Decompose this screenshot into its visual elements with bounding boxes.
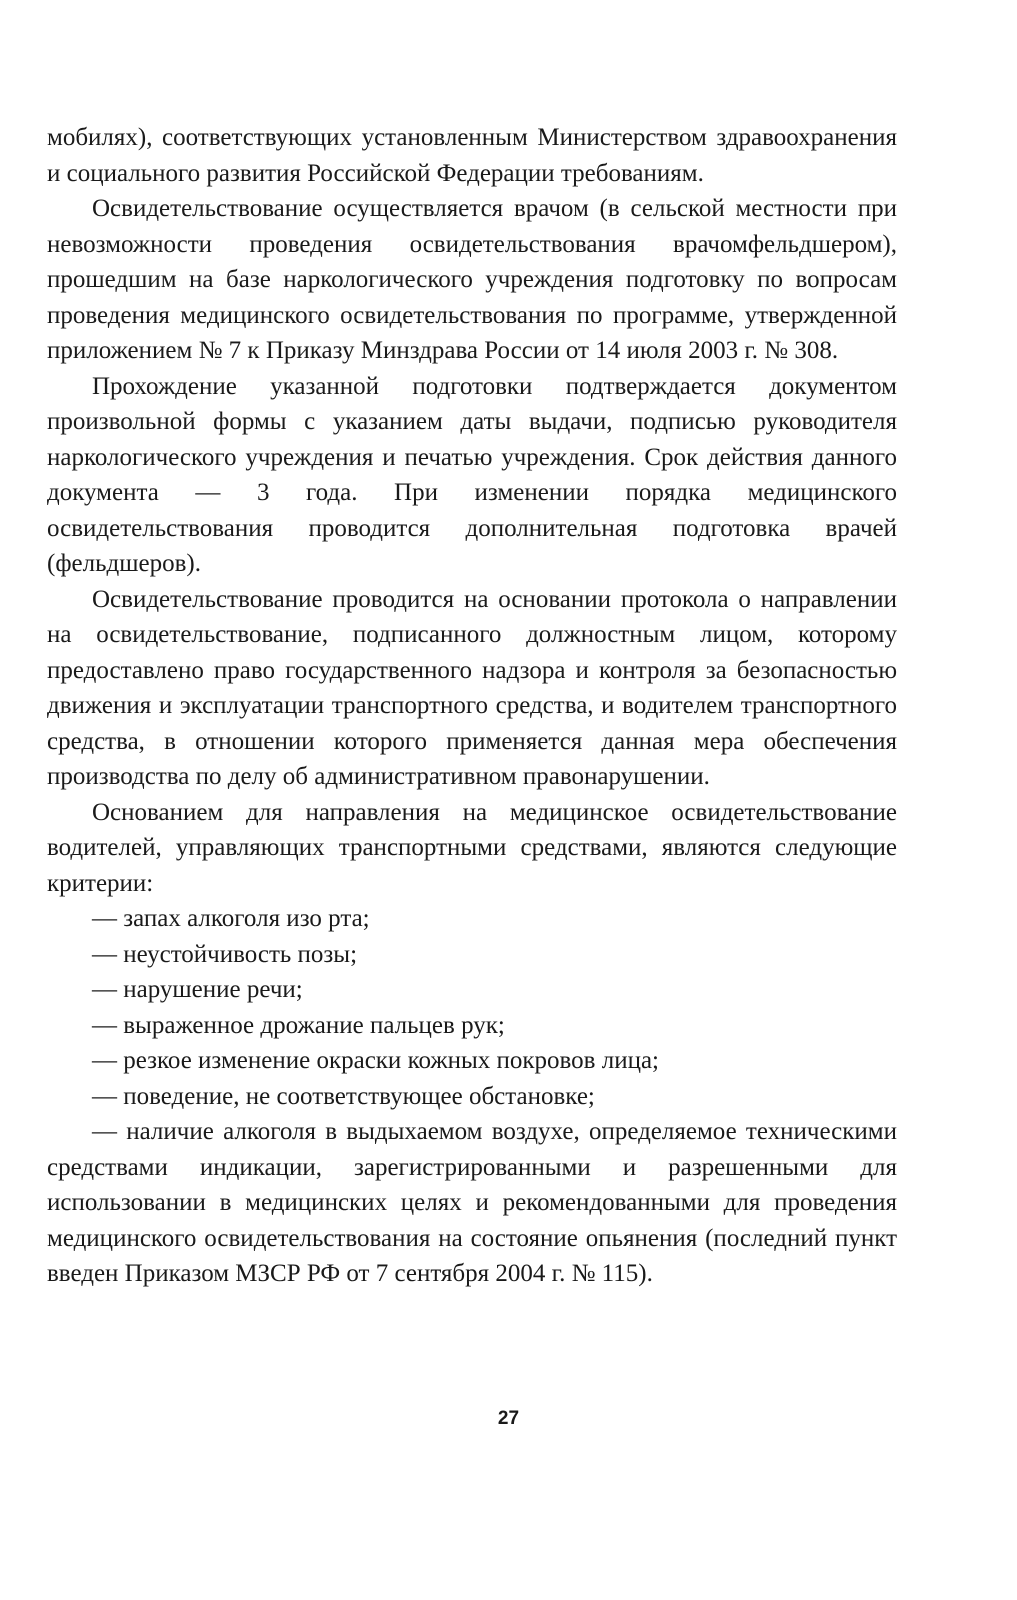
page-body [47,120,897,1292]
list-item: — наличие алкоголя в выдыхаемом воздухе, определяемое техническими средствами индикации, зарегистрированными и разрешенными для использовании в медицинских целях и рекомендованными для проведения медицинского освидетельствования на состояние опьянения (последний пункт введен Приказом МЗСР РФ от 7 сентября 2004 г. № 115). [47,1118,897,1287]
list-item: — нарушение речи; [92,976,303,1003]
paragraph-training: Прохождение указанной подготовки подтверждается документом произвольной формы с указанием даты выдачи, подписью руководителя наркологического учреждения и печатью учреждения. Срок действия данного документа — 3 года. При изменении порядка медицинского освидетельствования проводится дополнительная подготовка врачей (фельдшеров). [47,372,897,577]
list-item: — поведение, не соответствующее обстановке; [92,1082,595,1110]
list-item: — выраженное дрожание пальцев рук; [92,1011,505,1039]
page-number: 27 [497,1408,520,1429]
list-item: — неустойчивость позы; [92,940,358,968]
paragraph-examiner: Освидетельствование осуществляется врачом (в сельской местности при невозможности проведения освидетельствования врачомфельдшером), прошедшим на базе наркологического учреждения подготовку по вопросам проведения медицинского освидетельствования по программе, утвержденной приложением № 7 к Приказу Минздрава России от 14 июля 2003 г. № 308. [47,195,897,364]
paragraph-continuation: мобилях), соответствующих установленным Министерством здравоохранения и социального развития Российской Федерации требованиям. [47,124,897,187]
criteria-list [47,901,897,1292]
list-item: — резкое изменение окраски кожных покровов лица; [92,1047,660,1074]
paragraph-criteria-intro: Основанием для направления на медицинское освидетельствование водителей, управляющих транспортными средствами, являются следующие критерии: [47,798,897,897]
list-item: — запах алкоголя изо рта; [92,905,370,932]
paragraph-protocol: Освидетельствование проводится на основании протокола о направлении на освидетельствование, подписанного должностным лицом, которому предоставлено право государственного надзора и контроля за безопасностью движения и эксплуатации транспортного средства, и водителем транспортного средства, в отношении которого применяется данная мера обеспечения производства по делу об административном правонарушении. [47,585,897,790]
